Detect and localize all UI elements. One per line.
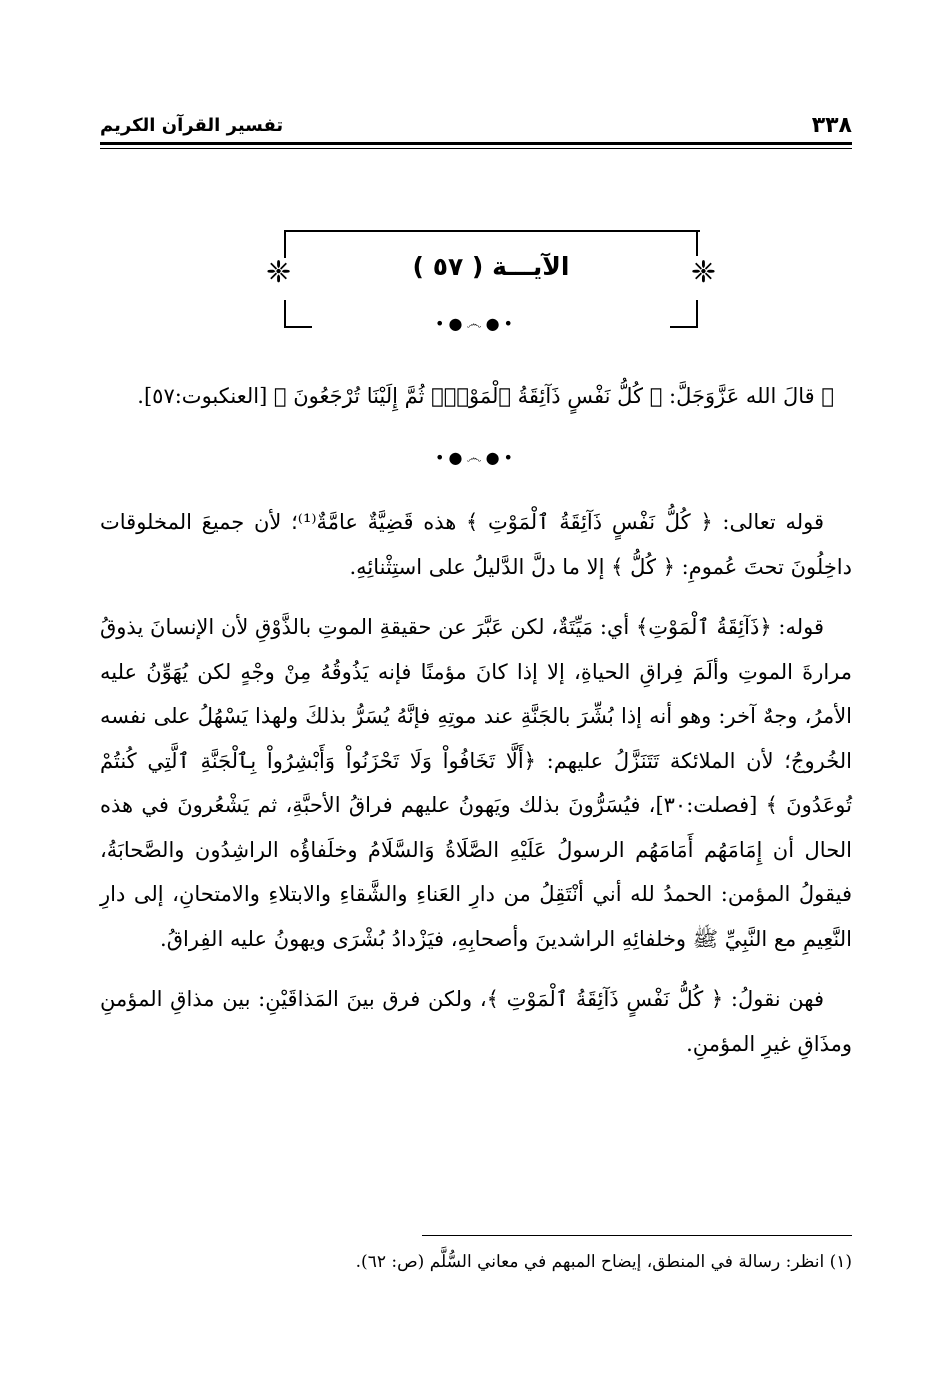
knot-ornament-icon: ❈ <box>266 255 292 290</box>
footnote-rule <box>422 1235 852 1236</box>
running-title: تفسير القرآن الكريم <box>100 114 284 136</box>
footnote: (١) انظر: رسالة في المنطق، إيضاح المبهم في معاني السُّلَّم (ص: ٦٢). <box>355 1252 852 1272</box>
verse-heading-number: ( ٥٧ ) <box>412 252 484 281</box>
verse-heading <box>284 252 698 281</box>
page-number: ٣٣٨ <box>811 112 852 138</box>
paragraph: قوله: ﴿ذَآئِقَةُ ٱلْمَوْتِ﴾ أي: مَيِّتَةٌ، لكن عَبَّرَ عن حقيقةِ الموتِ بالذَّوْقِ لأن الإنسانَ يذوقُ مرارةَ الموتِ وألَمَ فِراقِ الحياةِ، إلا إذا كانَ مؤمنًا فإنه يَذُوقُهُ مِنْ وجْهٍ لكن يُهَوِّنُ عليه الأمرُ، وجهٌ آخر: وهو أنه إذا بُشِّرَ بالجَنَّةِ عند موتِهِ فإنَّهُ يُسَرُّ بذلكَ ولهذا يَسْهُلُ على نفسه الخُروجُ؛ لأن الملائكة تَتَنَزَّلُ عليهم: ﴿أَلَّا تَخَافُواْ وَلَا تَحْزَنُواْ وَأَبْشِرُواْ بِٱلْجَنَّةِ ٱلَّتِي كُنتُمْ تُوعَدُونَ ﴾ [فصلت:٣٠]، فيُسَرُّونَ بذلك ويَهونُ عليهم فراقُ الأحبَّةِ، ثم يَشْعُرونَ في هذه الحال أن إِمَامَهُم أَمَامَهُم الرسولُ عَلَيْهِ الصَّلَاةُ وَالسَّلَامُ وخلَفاؤُه الراشِدُون والصَّحابَةُ، فيقولُ المؤمن: الحمدُ لله أني أنْتَقِلُ من دارِ العَناءِ والشَّقاءِ والابتلاءِ والامتحانِ، إلى دارِ النَّعِيمِ مع النَّبِيِّ ﷺ وخلفائِهِ الراشدينَ وأصحابِهِ، فيَزْدادُ بُشْرَى ويهونُ عليه الفِراقُ. <box>100 615 852 951</box>
section-separator: •●෴●• <box>435 448 517 467</box>
paragraph: قوله تعالى: ﴿ كُلُّ نَفْسٍ ذَآئِقَةُ ٱلْمَوْتِ ﴾ هذه قَضِيَّةٌ عامَّةٌ⁽¹⁾؛ لأن جميعَ المخلوقات داخِلُونَ تحتَ عُمومِ: ﴿ كُلُّ ﴾ إلا ما دلَّ الدَّليلُ على استِثْنائِهِ. <box>100 510 852 579</box>
heading-ornament: •●෴●• <box>435 314 517 333</box>
verse-heading-label: الآيـــة <box>492 252 570 281</box>
quran-verse: ۞ قالَ الله عَزَّوَجَلَّ: ﴿ كُلُّ نَفْسٍ ذَآئِقَةُ ٱلْمَوْتِۖ ثُمَّ إِلَيْنَا تُرْجَعُونَ ﴾ [العنكبوت:٥٧]. <box>137 384 834 408</box>
commentary-body <box>100 500 852 1082</box>
paragraph: فهن نقولُ: ﴿ كُلُّ نَفْسٍ ذَآئِقَةُ ٱلْمَوْتِ ﴾، ولكن فرق بينَ المَذاقَيْنِ: بين مذاقِ المؤمنِ ومذَاقِ غيرِ المؤمنِ. <box>100 987 852 1056</box>
page-header <box>100 108 852 145</box>
knot-ornament-icon: ❈ <box>690 255 716 290</box>
